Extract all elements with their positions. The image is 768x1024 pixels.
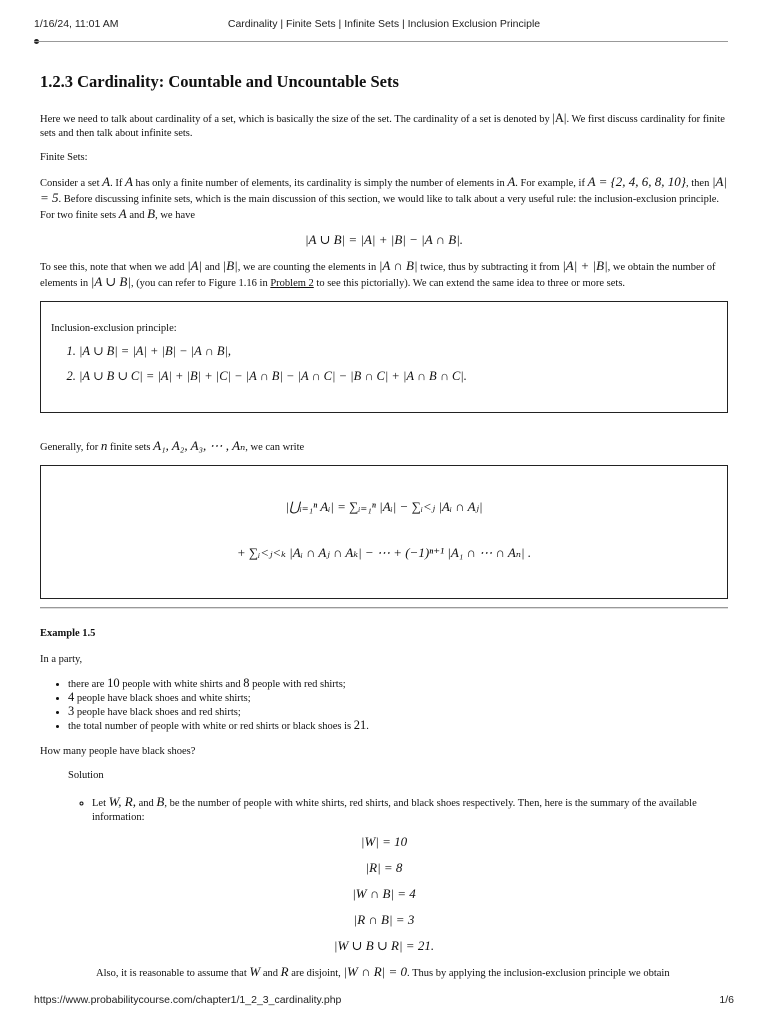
principle-item: 2. |A ∪ B ∪ C| = |A| + |B| + |C| − |A ∩ B| − |A ∩ C| − |B ∩ C| + |A ∩ B ∩ C|. [79, 369, 717, 383]
equation: |W ∩ B| = 4 [352, 886, 416, 901]
principle-item: 1. |A ∪ B| = |A| + |B| − |A ∩ B|, [79, 344, 717, 358]
equation: |R ∩ B| = 3 [353, 912, 415, 927]
print-footer [34, 994, 734, 1006]
inclusion-exclusion-box [40, 301, 728, 413]
print-title: Cardinality | Finite Sets | Infinite Sets | Inclusion Exclusion Principle [227, 18, 541, 30]
disjoint-paragraph: Also, it is reasonable to assume that W and R are disjoint, |W ∩ R| = 0. Thus by applying the inclusion-exclusion principle we obtain [96, 964, 670, 979]
solution-label: Solution [68, 770, 104, 781]
two-set-formula: |A ∪ B| = |A| + |B| − |A ∩ B|. [304, 232, 464, 247]
list-item: ◦ Let W, R, and B, be the number of people with white shirts, red shirts, and black shoes respectively. Then, here is the summary of the available information: [92, 795, 728, 825]
consider-paragraph: Consider a set A. If A has only a finite number of elements, its cardinality is simply the number of elements in A. For example, if A = {2, 4, 6, 8, 10}, then |A| = 5. Before discussing infinite sets, which is the main discussion of this section, we would like to talk about a very useful rule: the inclusion-exclusion principle. For two finite sets A and B, we have [40, 174, 728, 221]
general-formula-box [40, 465, 728, 599]
section-heading: 1.2.3 Cardinality: Countable and Uncountable Sets [40, 72, 399, 91]
solution-list [40, 795, 728, 825]
see-paragraph: To see this, note that when we add |A| and |B|, we are counting the elements in |A ∩ B| twice, thus by subtracting it from |A| + |B|, we obtain the number of elements in |A ∪ B|, (you can refer to Figure 1.16 in Problem 2 to see this pictorially). We can extend the same idea to three or more sets. [40, 258, 716, 289]
example-title: Example 1.5 [40, 628, 96, 639]
list-item: • 4 people have black shoes and white shirts; [68, 691, 728, 705]
general-formula-line-2: + ∑ᵢ<ⱼ<ₖ |Aᵢ ∩ Aⱼ ∩ Aₖ| − ⋯ + (−1)ⁿ⁺¹ |A₁ ∩ ⋯ ∩ Aₙ| . [236, 545, 532, 560]
page-url: https://www.probabilitycourse.com/chapter1/1_2_3_cardinality.php [34, 994, 342, 1006]
summary-equations [40, 835, 728, 953]
intro-paragraph: Here we need to talk about cardinality of a set, which is basically the size of the set. The cardinality of a set is denoted by |A|. We first discuss cardinality for finite sets and then talk about infinite sets. [40, 111, 725, 139]
equation: |R| = 8 [365, 860, 403, 875]
example-question: How many people have black shoes? [40, 746, 196, 757]
box-title: Inclusion-exclusion principle: [51, 323, 177, 334]
page-number: 1/6 [719, 994, 734, 1006]
equation: |W ∪ B ∪ R| = 21. [333, 938, 435, 953]
finite-sets-label: Finite Sets: [40, 152, 88, 163]
example-facts [40, 677, 728, 733]
list-item: • there are 10 people with white shirts and 8 people with red shirts; [68, 677, 728, 691]
print-date: 1/16/24, 11:01 AM [34, 18, 119, 30]
list-item: • 3 people have black shoes and red shirts; [68, 705, 728, 719]
article-content [40, 72, 728, 991]
equation: |W| = 10 [360, 834, 408, 849]
example-intro: In a party, [40, 654, 83, 665]
section-separator [40, 607, 728, 609]
problem-2-link[interactable]: Problem 2 [270, 278, 314, 289]
principle-list [51, 344, 717, 383]
general-paragraph: Generally, for n finite sets A₁, A₂, A₃, ⋯ , Aₙ, we can write [40, 438, 305, 453]
list-item: • the total number of people with white or red shirts or black shoes is 21. [68, 719, 728, 733]
top-divider [34, 41, 728, 42]
general-formula-line-1: |⋃ᵢ₌₁ⁿ Aᵢ| = ∑ᵢ₌₁ⁿ |Aᵢ| − ∑ᵢ<ⱼ |Aᵢ ∩ Aⱼ| [285, 499, 483, 514]
